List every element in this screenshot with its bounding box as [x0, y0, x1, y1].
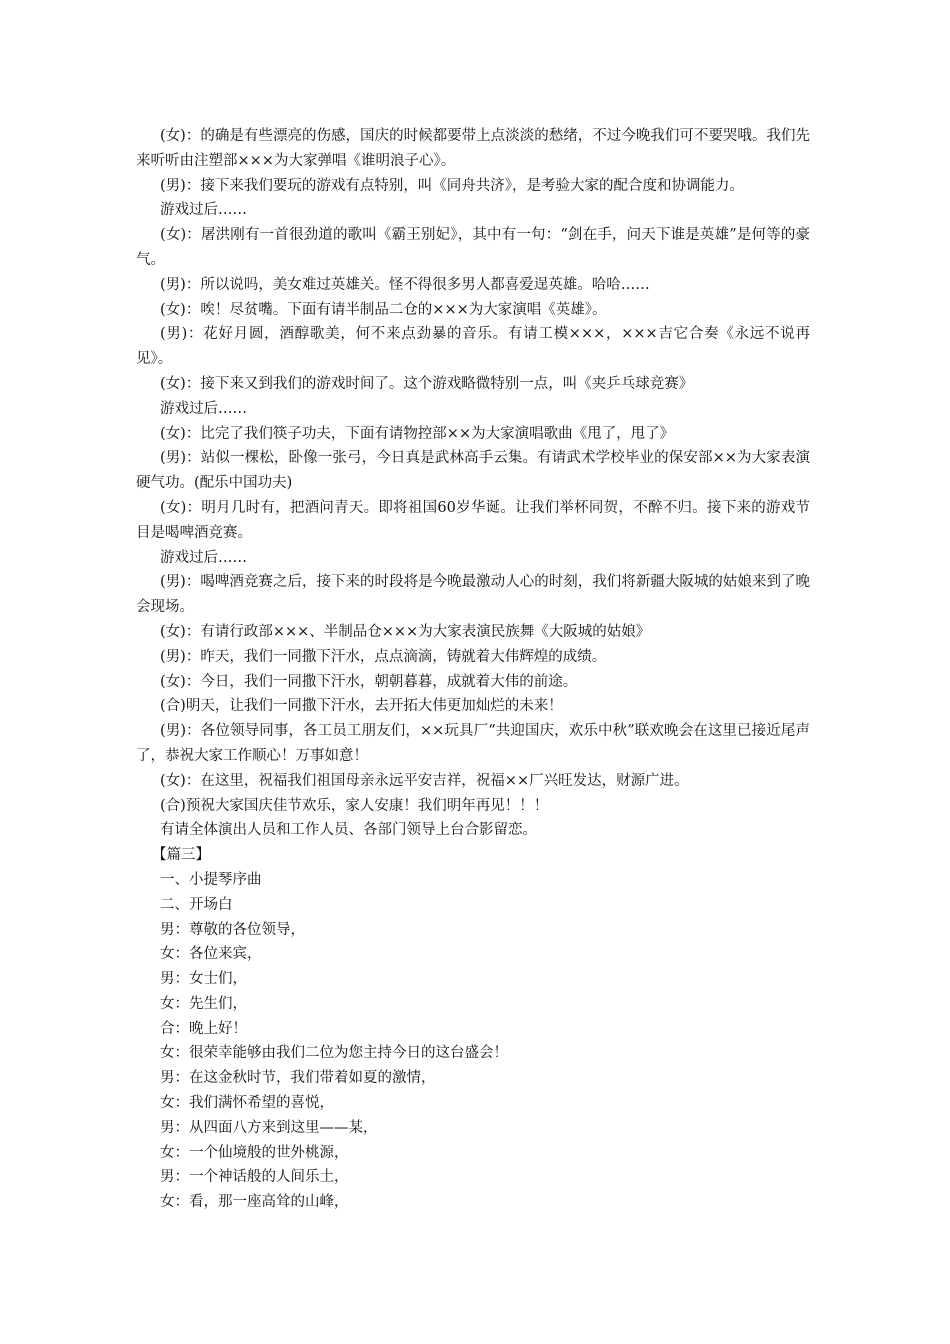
script-line: 男：从四面八方来到这里——某， — [160, 1119, 378, 1136]
dialogue-paragraph: (男)：花好月圆，酒醇歌美，何不来点劲暴的音乐。有请工模×××，×××吉它合奏《永远不说再见》。 — [136, 326, 810, 368]
dialogue-paragraph: (男)：接下来我们要玩的游戏有点特别，叫《同舟共济》，是考验大家的配合度和协调能力。 — [160, 177, 745, 194]
stage-direction: 游戏过后…… — [160, 400, 247, 417]
script-line: 女：先生们， — [160, 995, 247, 1012]
dialogue-paragraph: (合)预祝大家国庆佳节欢乐，家人安康！我们明年再见！！！ — [160, 797, 549, 814]
dialogue-paragraph: (男)：所以说吗，美女难过英雄关。怪不得很多男人都喜爱逞英雄。哈哈…… — [160, 276, 650, 293]
stage-direction: 游戏过后…… — [160, 549, 247, 566]
script-line: 女：很荣幸能够由我们二位为您主持今日的这台盛会！ — [160, 1045, 508, 1062]
closing-line: 有请全体演出人员和工作人员、各部门领导上台合影留恋。 — [160, 822, 537, 839]
dialogue-paragraph: (女)：接下来又到我们的游戏时间了。这个游戏略微特别一点，叫《夹乒乓球竞赛》 — [160, 375, 694, 392]
dialogue-paragraph: (女)：明月几时有，把酒问青天。即将祖国60岁华诞。让我们举杯同贺，不醉不归。接下来的游戏节目是喝啤酒竞赛。 — [136, 499, 810, 541]
dialogue-paragraph: (女)：比完了我们筷子功夫，下面有请物控部××为大家演唱歌曲《甩了，甩了》 — [160, 425, 675, 442]
dialogue-paragraph: (女)：有请行政部×××、半制品仓×××为大家表演民族舞《大阪城的姑娘》 — [160, 623, 651, 640]
dialogue-paragraph: (男)：站似一棵松，卧像一张弓，今日真是武林高手云集。有请武术学校毕业的保安部××为大家表演硬气功。(配乐中国功夫) — [136, 450, 810, 492]
section-heading: 【篇三】 — [152, 847, 210, 864]
script-line: 男：尊敬的各位领导， — [160, 921, 305, 938]
script-line: 女：一个仙境般的世外桃源， — [160, 1144, 349, 1161]
dialogue-paragraph: (女)：唉！尽贫嘴。下面有请半制品二仓的×××为大家演唱《英雄》。 — [160, 301, 607, 318]
script-line: 女：看，那一座高耸的山峰， — [160, 1194, 349, 1211]
script-line: 男：在这金秋时节，我们带着如夏的激情， — [160, 1070, 436, 1087]
script-line: 女：我们满怀希望的喜悦， — [160, 1095, 334, 1112]
program-item: 一、小提琴序曲 — [160, 871, 262, 888]
dialogue-paragraph: (女)：今日，我们一同撒下汗水，朝朝暮暮，成就着大伟的前途。 — [160, 673, 578, 690]
dialogue-paragraph: (男)：喝啤酒竞赛之后，接下来的时段将是今晚最激动人心的时刻，我们将新疆大阪城的姑娘来到了晚会现场。 — [136, 574, 810, 616]
dialogue-paragraph: (男)：昨天，我们一同撒下汗水，点点滴滴，铸就着大伟辉煌的成绩。 — [160, 648, 607, 665]
script-line: 合：晚上好！ — [160, 1020, 247, 1037]
dialogue-paragraph: (女)：的确是有些漂亮的伤感，国庆的时候都要带上点淡淡的愁绪，不过今晚我们可不要哭哦。我们先来听听由注塑部×××为大家弹唱《谁明浪子心》。 — [136, 128, 810, 169]
dialogue-paragraph: (女)：屠洪刚有一首很劲道的歌叫《霸王别妃》，其中有一句：“剑在手，问天下谁是英雄”是何等的豪气。 — [136, 227, 810, 268]
document-body — [136, 124, 810, 1215]
program-item: 二、开场白 — [160, 896, 233, 913]
script-line: 女：各位来宾， — [160, 946, 262, 963]
script-line: 男：一个神话般的人间乐土， — [160, 1169, 349, 1186]
stage-direction: 游戏过后…… — [160, 202, 247, 219]
script-line: 男：女士们， — [160, 971, 247, 988]
dialogue-paragraph: (男)：各位领导同事，各工员工朋友们，××玩具厂“共迎国庆，欢乐中秋”联欢晚会在这里已接近尾声了，恭祝大家工作顺心！万事如意！ — [136, 723, 810, 764]
dialogue-paragraph: (女)：在这里，祝福我们祖国母亲永远平安吉祥，祝福××厂兴旺发达，财源广进。 — [160, 772, 689, 789]
dialogue-paragraph: (合)明天，让我们一同撒下汗水，去开拓大伟更加灿烂的未来！ — [160, 698, 563, 715]
